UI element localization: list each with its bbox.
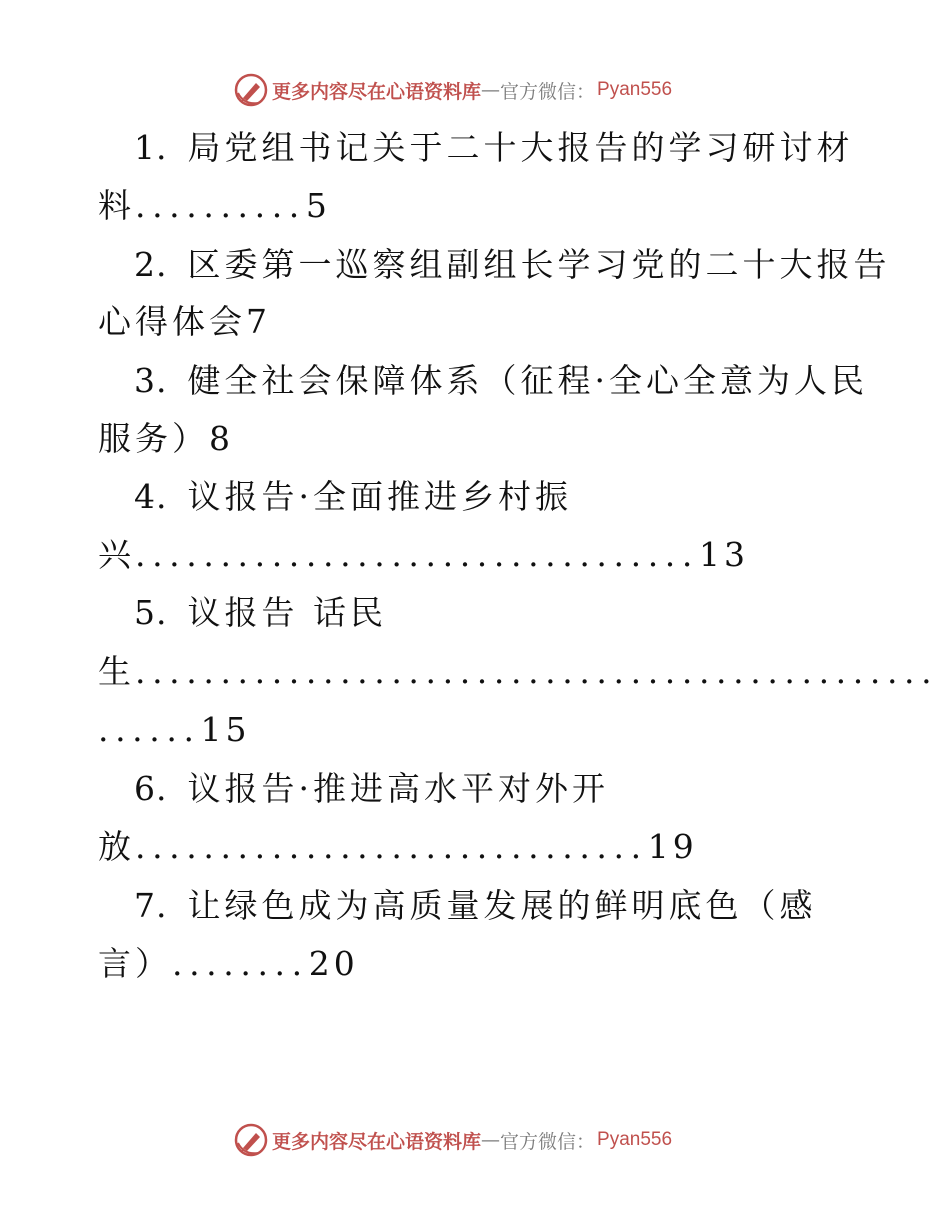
pen-logo-icon [234, 1123, 268, 1157]
toc-item-number: 1. [134, 128, 168, 167]
toc-leader-dots: .............................. [135, 827, 648, 866]
toc-page-number: 13 [698, 535, 749, 574]
toc-item-4-continuation [98, 535, 749, 575]
toc-item-number: 7. [134, 886, 168, 925]
toc-leader-dots: ............................................... [135, 652, 939, 691]
toc-leader-dots: .......... [135, 186, 306, 225]
toc-item-3-title [134, 361, 868, 401]
banner-wechat-id: Pyan556 [597, 79, 673, 100]
toc-item-5-continuation-2 [98, 710, 251, 750]
toc-item-text: 心得体会 [98, 302, 246, 341]
toc-leader-dots: ........ [172, 944, 309, 983]
header-banner [234, 70, 734, 110]
toc-item-number: 6. [134, 769, 168, 808]
toc-page-number: 19 [647, 827, 698, 866]
toc-item-text: 议报告·推进高水平对外开 [187, 769, 609, 808]
footer-banner [234, 1120, 734, 1160]
toc-item-number: 3. [134, 361, 168, 400]
banner-wechat-id: Pyan556 [597, 1129, 673, 1150]
banner-main-text: 更多内容尽在心语资料库 [272, 1130, 482, 1153]
toc-item-text: 生 [98, 652, 135, 691]
toc-item-text: 区委第一巡察组副组长学习党的二十大报告 [187, 245, 891, 284]
toc-item-text: 兴 [98, 535, 135, 574]
toc-item-number: 4. [134, 477, 168, 516]
toc-item-5-title [134, 593, 387, 633]
toc-item-text: 言） [98, 944, 172, 983]
toc-item-text: 放 [98, 827, 135, 866]
banner-main-text: 更多内容尽在心语资料库 [272, 80, 482, 103]
toc-item-4-title [134, 477, 572, 517]
toc-item-1-continuation [98, 186, 331, 226]
toc-item-2-title [134, 245, 891, 285]
banner-sub-text: 官方微信： [500, 1130, 596, 1153]
toc-page-number: 20 [308, 944, 359, 983]
toc-item-7-title [134, 886, 817, 926]
toc-item-2-continuation [98, 302, 271, 342]
toc-item-5-continuation [98, 652, 938, 692]
banner-sub-text: 官方微信： [500, 80, 596, 103]
toc-item-text: 健全社会保障体系（征程·全心全意为人民 [187, 361, 868, 400]
toc-page-number: 15 [200, 710, 251, 749]
toc-item-number: 5. [134, 593, 168, 632]
toc-item-1-title [134, 128, 854, 168]
toc-leader-dots: ...... [98, 710, 201, 749]
toc-item-text: 议报告 话民 [187, 593, 387, 632]
banner-dash: — [481, 79, 501, 101]
toc-item-number: 2. [134, 245, 168, 284]
toc-item-text: 服务） [98, 419, 209, 458]
toc-leader-dots: ................................. [135, 535, 699, 574]
toc-item-text: 让绿色成为高质量发展的鲜明底色（感 [187, 886, 817, 925]
toc-item-7-continuation [98, 944, 359, 984]
toc-item-6-title [134, 769, 609, 809]
toc-page-number: 5 [305, 186, 331, 225]
toc-item-text: 议报告·全面推进乡村振 [187, 477, 572, 516]
toc-item-3-continuation [98, 419, 234, 459]
banner-dash: — [481, 1129, 501, 1151]
toc-page-number: 7 [246, 302, 271, 341]
toc-page-number: 8 [209, 419, 234, 458]
toc-item-6-continuation [98, 827, 698, 867]
toc-item-text: 料 [98, 186, 135, 225]
pen-logo-icon [234, 73, 268, 107]
toc-item-text: 局党组书记关于二十大报告的学习研讨材 [187, 128, 854, 167]
